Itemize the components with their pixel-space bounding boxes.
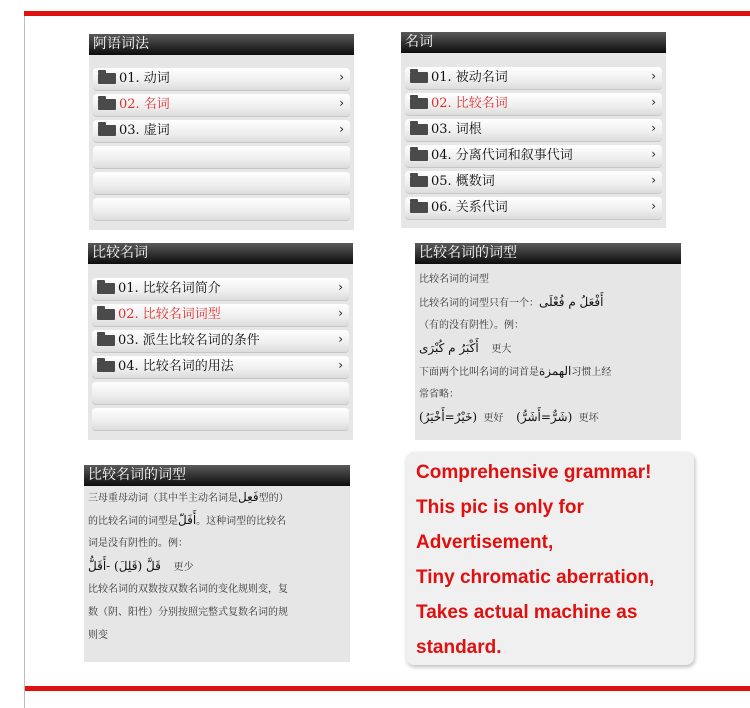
panel-arabic-morphology — [89, 34, 354, 230]
menu-item-label: 03. 虚词 — [119, 123, 170, 138]
menu-item-label: 01. 比较名词简介 — [118, 281, 221, 296]
folder-icon — [410, 202, 428, 213]
chevron-right-icon: › — [338, 332, 343, 346]
menu-item-comparative-noun[interactable] — [405, 93, 662, 115]
text-span: 比较名词的词型只有一个： — [419, 298, 539, 309]
menu-item-particles[interactable] — [93, 120, 350, 142]
chevron-right-icon: › — [338, 358, 343, 372]
menu-item-verbs[interactable] — [93, 68, 350, 90]
menu-item-label: 05. 概数词 — [431, 174, 495, 189]
text-line — [88, 509, 346, 532]
panel-title: 比较名词的词型 — [84, 465, 350, 486]
menu-item-empty — [92, 408, 349, 430]
menu-item-label: 03. 词根 — [431, 122, 482, 137]
text-line: 比较名词的词型 — [419, 274, 489, 285]
menu-item-passive-noun[interactable] — [405, 67, 662, 89]
chevron-right-icon: › — [651, 121, 656, 135]
menu-list — [92, 278, 349, 434]
ad-line: Tiny chromatic aberration, — [416, 567, 655, 588]
menu-item-label: 04. 分离代词和叙事代词 — [431, 148, 573, 163]
content-text — [415, 264, 681, 433]
text-line — [419, 406, 677, 429]
ad-line: This pic is only for — [416, 497, 584, 518]
menu-item-nouns[interactable] — [93, 94, 350, 116]
text-span: 更大 — [491, 344, 512, 355]
menu-item-empty — [93, 172, 350, 194]
chevron-right-icon: › — [651, 199, 656, 213]
text-span: 型的） — [258, 493, 289, 504]
menu-item-approx-numbers[interactable] — [405, 171, 662, 193]
menu-item-label: 03. 派生比较名词的条件 — [118, 333, 260, 348]
menu-list — [93, 68, 350, 224]
panel-pattern-detail-2 — [84, 465, 350, 662]
panel-title: 阿语词法 — [89, 34, 354, 55]
text-span: 更少 — [173, 562, 194, 573]
text-line: （有的没有阴性）。例： — [419, 320, 524, 331]
menu-item-label: 01. 被动名词 — [431, 70, 508, 85]
content-text — [84, 486, 350, 651]
ad-line: Advertisement, — [416, 532, 554, 553]
ad-line: standard. — [416, 637, 502, 658]
panel-pattern-detail-1 — [415, 243, 681, 440]
menu-item-empty — [93, 198, 350, 220]
folder-icon — [410, 150, 428, 161]
panel-title: 名词 — [401, 32, 666, 53]
arabic-text: أَكْبَرُ م كُبْرَى — [419, 341, 479, 355]
menu-item-label: 02. 比较名词 — [431, 96, 508, 111]
left-frame-line — [24, 16, 25, 708]
text-span: 习惯上经 — [571, 367, 612, 378]
text-line: 数（阴、阳性）分别按照完整式复数名词的规 — [88, 607, 288, 618]
arabic-text: أَفْعَلُ م فُعْلَى — [539, 295, 604, 309]
arabic-text: فَعِل — [238, 490, 259, 504]
text-span: 更坏 — [578, 413, 599, 424]
menu-item-patterns[interactable] — [92, 304, 349, 326]
ad-line: Takes actual machine as — [416, 602, 638, 623]
advertisement-notice — [406, 452, 694, 665]
text-span: 的比较名词的词型是 — [88, 516, 178, 527]
menu-item-intro[interactable] — [92, 278, 349, 300]
folder-icon — [98, 99, 116, 110]
folder-icon — [97, 283, 115, 294]
text-span: 。这种词型的比较名 — [196, 516, 287, 527]
menu-list — [405, 67, 662, 223]
menu-item-label: 06. 关系代词 — [431, 200, 508, 215]
ad-line: Comprehensive grammar! — [416, 462, 652, 483]
folder-icon — [410, 176, 428, 187]
folder-icon — [97, 335, 115, 346]
text-line: 比较名词的双数按双数名词的变化规则变，复 — [88, 584, 288, 595]
panel-title: 比较名词 — [88, 243, 353, 264]
panel-nouns — [401, 32, 666, 228]
menu-item-conditions[interactable] — [92, 330, 349, 352]
arabic-text: الهمزة — [539, 364, 572, 378]
folder-icon — [98, 125, 116, 136]
menu-item-usage[interactable] — [92, 356, 349, 378]
chevron-right-icon: › — [339, 96, 344, 110]
chevron-right-icon: › — [339, 70, 344, 84]
folder-icon — [98, 73, 116, 84]
folder-icon — [410, 72, 428, 83]
text-line: 则变 — [88, 630, 108, 641]
chevron-right-icon: › — [651, 69, 656, 83]
menu-item-pronouns[interactable] — [405, 145, 662, 167]
text-span: 更好 — [483, 413, 504, 424]
chevron-right-icon: › — [651, 173, 656, 187]
arabic-text: (خَيْرٌ=أَخْيَرُ) — [419, 410, 478, 424]
panel-comparative-nouns — [88, 243, 353, 440]
text-line — [419, 291, 677, 314]
chevron-right-icon: › — [339, 122, 344, 136]
text-line — [88, 555, 346, 578]
arabic-text: (شَرٌّ=أَشَرُّ) — [516, 410, 573, 424]
text-line — [419, 337, 677, 360]
text-line — [419, 360, 677, 383]
menu-item-label: 02. 名词 — [119, 97, 170, 112]
folder-icon — [97, 309, 115, 320]
menu-item-root[interactable] — [405, 119, 662, 141]
menu-item-label: 01. 动词 — [119, 71, 170, 86]
arabic-text: قَلَّ (قَلِلَ) -أَقَلُّ — [88, 559, 161, 573]
folder-icon — [97, 361, 115, 372]
menu-item-label: 02. 比较名词词型 — [118, 307, 221, 322]
top-red-divider — [24, 11, 750, 16]
menu-item-empty — [93, 146, 350, 168]
chevron-right-icon: › — [338, 306, 343, 320]
bottom-red-divider — [24, 686, 750, 691]
panel-title: 比较名词的词型 — [415, 243, 681, 264]
folder-icon — [410, 124, 428, 135]
menu-item-label: 04. 比较名词的用法 — [118, 359, 234, 374]
menu-item-empty — [92, 382, 349, 404]
text-span: 三母重母动词（其中半主动名词是 — [88, 493, 238, 504]
text-line: 词是没有阴性的。例： — [88, 538, 188, 549]
chevron-right-icon: › — [651, 147, 656, 161]
chevron-right-icon: › — [651, 95, 656, 109]
folder-icon — [410, 98, 428, 109]
chevron-right-icon: › — [338, 280, 343, 294]
text-span: 下面两个比叫名词的词首是 — [419, 367, 539, 378]
text-line — [88, 486, 346, 509]
menu-item-relative-pronouns[interactable] — [405, 197, 662, 219]
arabic-text: أَفَلّ — [178, 513, 197, 527]
text-line: 常省略： — [419, 389, 459, 400]
